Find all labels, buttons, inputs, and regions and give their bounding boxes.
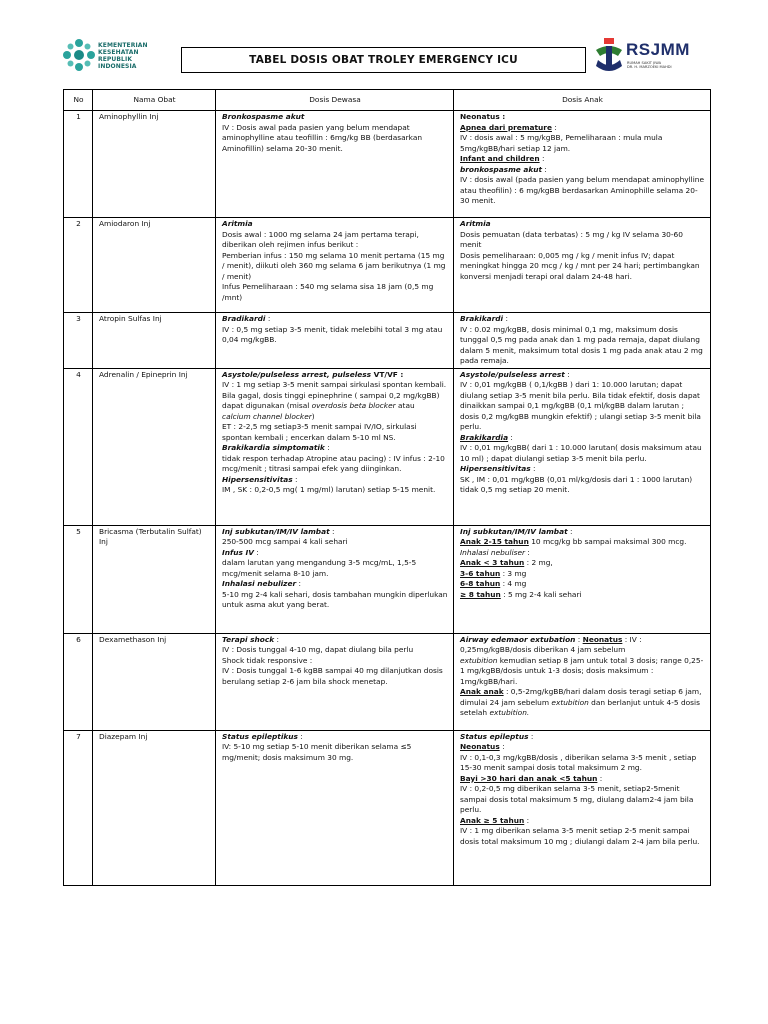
dose-line xyxy=(222,558,448,579)
dose-text: : xyxy=(265,314,271,323)
dose-text: : xyxy=(296,579,301,588)
dose-text: Aritmia xyxy=(460,219,491,228)
dose-text: Infant and children xyxy=(460,154,540,163)
dose-line xyxy=(460,165,705,176)
dose-text: Bronkospasme akut xyxy=(222,112,305,121)
dose-text: dalam larutan yang mengandung 3-5 mcg/mL, 1,5-5 mcg/menit selama 8-10 jam. xyxy=(222,558,417,578)
dose-line xyxy=(460,784,705,816)
cell-dosis-anak xyxy=(454,368,711,525)
dose-text: Infus IV xyxy=(222,547,254,557)
cell-nama-obat: Bricasma (Terbutalin Sulfat) Inj xyxy=(93,525,216,633)
cell-nama-obat: Diazepam Inj xyxy=(93,730,216,885)
dose-line xyxy=(460,475,705,496)
dose-line xyxy=(222,230,448,251)
rsjmm-logo-subtext: RUMAH SAKIT JIWA DR. H. MARZOEKI MAHDI xyxy=(627,61,672,69)
dose-text: Dosis awal : 1000 mg selama 24 jam pertama terapi, diberikan oleh rejimen infus berikut : xyxy=(222,229,419,249)
dose-text: : 5 mg 2-4 kali sehari xyxy=(500,589,582,599)
dose-text: IV : 0,1-0,3 mg/kgBB/dosis , diberikan selama 3-5 menit , setiap 15-30 menit sampai dosis total maksimum 2 mg. xyxy=(460,752,697,772)
dose-text: Inhalasi nebulizer xyxy=(222,579,297,588)
dose-text: : xyxy=(524,815,530,825)
dose-text: : IV : 0,25mg/kgBB/dosis diberikan 4 jam sebelum xyxy=(460,634,642,654)
cell-dosis-anak xyxy=(454,218,711,313)
dose-text: overdosis beta blocker xyxy=(311,401,396,410)
dose-line xyxy=(460,380,705,433)
table-row xyxy=(64,633,711,730)
dose-text: : xyxy=(525,547,530,557)
dose-text: Brakikardia simptomatik xyxy=(222,443,325,452)
dose-line xyxy=(460,154,705,165)
dose-line xyxy=(460,826,705,847)
dose-line xyxy=(460,656,705,688)
dose-line xyxy=(222,370,448,381)
dose-text: atau xyxy=(395,401,415,410)
dose-text: IV : Dosis tunggal 1-6 kgBB sampai 40 mg dilanjutkan dosis berulang setiap 2-6 jam bila shock menetap. xyxy=(222,666,443,686)
dose-text: Asystole/pulseless arrest xyxy=(460,369,565,379)
dose-line xyxy=(222,412,448,423)
dose-text: calcium channel blocker xyxy=(222,411,312,421)
dose-text: SK , IM : 0,01 mg/kgBB (0,01 ml/kg/dosis dari 1 : 1000 larutan) tidak 0,5 mg setiap 20 menit. xyxy=(460,474,693,494)
dose-line xyxy=(460,732,705,743)
dose-line xyxy=(460,753,705,774)
table-row xyxy=(64,313,711,369)
dose-text: : xyxy=(253,547,259,557)
dose-line xyxy=(460,579,705,590)
dose-text: : xyxy=(324,443,330,452)
dose-line xyxy=(222,579,448,590)
rsjmm-logo-text: RSJMM xyxy=(626,40,690,59)
dose-text: Infus Pemeliharaan : 540 mg selama sisa 18 jam (0,5 mg /mnt) xyxy=(222,282,434,302)
dose-text: IV : 0,2-0,5 mg diberikan selama 3-5 menit, setiap2-5menit sampai dosis total maksimum 5 mg, diulang dalam2-4 jam bila perlu. xyxy=(460,784,694,814)
cell-dosis-dewasa xyxy=(216,525,454,633)
dose-line xyxy=(222,454,448,475)
dose-text: : 4 mg xyxy=(500,579,527,588)
dose-line xyxy=(460,433,705,444)
cell-dosis-anak xyxy=(454,525,711,633)
dose-text: : xyxy=(564,369,570,379)
cell-dosis-dewasa xyxy=(216,313,454,369)
header-no: No xyxy=(64,90,93,111)
dose-line xyxy=(222,380,448,412)
dose-line xyxy=(222,282,448,303)
dose-text: : xyxy=(528,731,534,741)
dose-line xyxy=(460,742,705,753)
dose-text: 5-10 mg 2-4 kali sehari, dosis tambahan mungkin diperlukan untuk asma akut yang berat. xyxy=(222,589,448,609)
dose-line xyxy=(222,123,448,155)
dose-line xyxy=(222,732,448,743)
dose-text: Aritmia xyxy=(222,219,253,228)
dose-text: IV : 1 mg setiap 3-5 menit sampai sirkulasi spontan kembali. Bila gagal, dosis tinggi epinephrine ( sampai 0,2 mg/kgBB) dapat digunakan (misal xyxy=(222,380,447,410)
dose-text: Dosis pemeliharaan: 0,005 mg / kg / menit infus IV; dapat meningkat hingga 20 mcg / kg / mnt per 24 hari; pertimbangkan konversi menjadi terapi oral dalam 24-48 hari. xyxy=(460,250,700,281)
dose-line xyxy=(460,527,705,538)
cell-dosis-dewasa xyxy=(216,730,454,885)
dose-text: : xyxy=(597,773,603,783)
dose-text: dan berlanjut untuk 4-5 dosis setelah xyxy=(460,697,700,717)
dose-text: Neonatus xyxy=(582,634,623,644)
dose-line xyxy=(460,133,705,154)
dose-text: ET : 2-2,5 mg setiap3-5 menit sampai IV/IO, sirkulasi spontan kembali ; encerkan dalam 5-10 ml NS. xyxy=(222,422,417,442)
dose-line xyxy=(222,590,448,611)
dose-text: : 0,5-2mg/kgBB/hari dalam dosis teragi setiap 6 jam, dimulai 24 jam sebelum xyxy=(460,687,702,707)
dose-text: extubition. xyxy=(489,708,530,717)
dose-text: Brakikardi xyxy=(460,314,504,323)
dose-line xyxy=(460,370,705,381)
dose-line xyxy=(222,645,448,656)
dose-line xyxy=(460,558,705,569)
dose-text: Neonatus : xyxy=(460,112,506,121)
dose-text: IV : dosis awal (pada pasien yang belum mendapat aminophylline atau theofilin) : 6 mg/kgBB berdasarkan Aminophille selama 20-30 menit. xyxy=(460,175,705,205)
dose-text: IV : 0.02 mg/kgBB, dosis minimal 0,1 mg, maksimum dosis tunggal 0,5 mg pada anak dan 1 mg pada remaja, dapat diulang dalam 5 menit, maksimum total dosis 1 mg pada anak atau 2 mg pada remaja. xyxy=(460,324,703,365)
dose-text: : xyxy=(567,526,573,536)
dose-text: Shock tidak responsive : xyxy=(222,655,313,665)
dose-text: : xyxy=(297,731,303,741)
header-nama-obat: Nama Obat xyxy=(93,90,216,111)
dose-line xyxy=(222,656,448,667)
document-title: TABEL DOSIS OBAT TROLEY EMERGENCY ICU xyxy=(181,47,586,73)
cell-no: 6 xyxy=(64,633,93,730)
dose-line xyxy=(460,569,705,580)
dose-line xyxy=(460,112,705,123)
table-row xyxy=(64,730,711,885)
dose-line xyxy=(222,635,448,646)
dose-text: Airway edemaor extubation xyxy=(460,634,576,644)
dose-text: Neonatus xyxy=(460,742,500,751)
dose-text: : xyxy=(499,742,505,751)
dose-text: Anak < 3 tahun xyxy=(460,558,525,567)
dose-text: Dosis pemuatan (data terbatas) : 5 mg / kg IV selama 30-60 menit xyxy=(460,229,683,249)
table-header-row xyxy=(64,90,711,111)
dose-line xyxy=(222,527,448,538)
cell-nama-obat: Amiodaron Inj xyxy=(93,218,216,313)
dose-line xyxy=(460,123,705,134)
dose-line xyxy=(460,590,705,601)
dose-line xyxy=(222,251,448,283)
table-row xyxy=(64,111,711,218)
table-row xyxy=(64,368,711,525)
cell-dosis-anak xyxy=(454,730,711,885)
dose-line xyxy=(222,314,448,325)
cell-no: 1 xyxy=(64,111,93,218)
dose-text: IV : 0,01 mg/kgBB( dari 1 : 10.000 larutan( dosis maksimum atau 10 ml) ; dapat diulangi setiap 3-5 menit bila perlu. xyxy=(460,443,702,463)
dose-text: : xyxy=(551,122,557,132)
dose-text: extubition xyxy=(460,655,498,665)
cell-dosis-dewasa xyxy=(216,633,454,730)
dose-text: : xyxy=(274,634,280,644)
cell-dosis-dewasa xyxy=(216,218,454,313)
table-row xyxy=(64,218,711,313)
dose-text: Terapi shock xyxy=(222,634,275,644)
cell-nama-obat: Aminophyllin Inj xyxy=(93,111,216,218)
dose-line xyxy=(460,687,705,719)
cell-nama-obat: Dexamethason Inj xyxy=(93,633,216,730)
dose-text: Hipersensitivitas xyxy=(460,464,531,473)
dose-text: Status epileptikus xyxy=(222,731,298,741)
dose-text: ≥ 8 tahun xyxy=(460,589,501,599)
dose-text: 6-8 tahun xyxy=(460,579,501,588)
dose-line xyxy=(222,443,448,454)
cell-dosis-dewasa xyxy=(216,368,454,525)
dose-text: Asystole/pulseless arrest, pulseless xyxy=(222,369,372,379)
dose-line xyxy=(222,219,448,230)
dose-text: : xyxy=(292,474,298,484)
cell-no: 3 xyxy=(64,313,93,369)
dose-line xyxy=(460,251,705,283)
dose-text: kemudian setiap 8 jam untuk total 3 dosis; range 0,25-1 mg/kgBB/dosis untuk 1-3 dosis; dosis maksimum : 1mg/kgBB/hari. xyxy=(460,655,704,686)
dose-text: Inhalasi nebuliser xyxy=(460,547,526,557)
dose-line xyxy=(460,314,705,325)
header-dosis-dewasa: Dosis Dewasa xyxy=(216,90,454,111)
dose-text: tidak respon terhadap Atropine atau pacing) : IV infus : 2-10 mcg/menit ; titrasi sampai efek yang diinginkan. xyxy=(222,453,445,473)
dosage-table xyxy=(63,89,711,886)
dose-line xyxy=(460,816,705,827)
dose-line xyxy=(222,537,448,548)
cell-dosis-anak xyxy=(454,313,711,369)
dose-text: Brakikardia xyxy=(460,432,509,442)
dose-text: : 2 mg, xyxy=(524,558,553,567)
dose-text: IV : dosis awal : 5 mg/kgBB, Pemeliharaan : mula mula 5mg/kgBB/hari setiap 12 jam. xyxy=(460,133,663,153)
dose-text: 3-6 tahun xyxy=(460,568,501,578)
dose-text: : xyxy=(542,164,547,174)
header-dosis-anak: Dosis Anak xyxy=(454,90,711,111)
dose-line xyxy=(460,230,705,251)
cell-nama-obat: Atropin Sulfas Inj xyxy=(93,313,216,369)
dose-text: IV : 0,01 mg/kgBB ( 0,1/kgBB ) dari 1: 10.000 larutan; dapat diulang setiap 3-5 menit bila perlu. Bila tidak efektif, dosis dapat dinaikkan sampai 0,1 mg/kgBB (0,1 ml/kgBB dalam larutan ; dosis 0,2 mg/kgBB mungkin efektif) ; ulangi setiap 3-5 menit bila perlu. xyxy=(460,380,701,431)
dose-text: Status epileptus xyxy=(460,731,529,741)
dose-text: 10 mcg/kg bb sampai maksimal 300 mcg. xyxy=(528,537,687,546)
dose-text: IV : 1 mg diberikan selama 3-5 menit setiap 2-5 menit sampai dosis total maksimum 10 mg ; diulangi dalam 2-4 jam bila perlu. xyxy=(460,826,700,846)
dose-text: Inj subkutan/IM/IV lambat xyxy=(222,526,330,536)
dose-text: ) xyxy=(311,411,315,421)
kemenkes-logo xyxy=(62,38,172,74)
dose-text: Anak ≥ 5 tahun xyxy=(460,815,525,825)
dose-line xyxy=(460,325,705,367)
dose-text: Bradikardi xyxy=(222,314,266,323)
dose-text: : xyxy=(530,464,536,473)
dose-line xyxy=(460,464,705,475)
dose-text: extubition xyxy=(551,697,589,707)
cell-no: 5 xyxy=(64,525,93,633)
cell-nama-obat: Adrenalin / Epineprin Inj xyxy=(93,368,216,525)
dose-text: Pemberian infus : 150 mg selama 10 menit pertama (15 mg / menit), diikuti oleh 360 mg selama 6 jam berikutnya (1 mg / menit) xyxy=(222,250,446,281)
kemenkes-logo-text: KEMENTERIAN KESEHATAN REPUBLIK INDONESIA xyxy=(98,42,148,70)
dose-text: 250-500 mcg sampai 4 kali sehari xyxy=(222,537,348,546)
dose-text: Inj subkutan/IM/IV lambat xyxy=(460,526,568,536)
dose-line xyxy=(460,774,705,785)
dose-text: IV: 5-10 mg setiap 5-10 menit diberikan selama ≤5 mg/menit; dosis maksimum 30 mg. xyxy=(222,742,412,762)
dose-text: bronkospasme akut xyxy=(460,164,543,174)
cell-no: 7 xyxy=(64,730,93,885)
dose-text: Apnea dari premature xyxy=(460,122,552,132)
dose-line xyxy=(460,443,705,464)
dose-line xyxy=(222,742,448,763)
dose-line xyxy=(460,548,705,559)
dose-text: Bayi >30 hari dan anak <5 tahun xyxy=(460,773,598,783)
cell-dosis-dewasa xyxy=(216,111,454,218)
dose-text: IV : Dosis tunggal 4-10 mg, dapat diulang bila perlu xyxy=(222,645,414,654)
dose-line xyxy=(460,635,705,656)
dose-text: IV : 0,5 mg setiap 3-5 menit, tidak melebihi total 3 mg atau 0,04 mg/kgBB. xyxy=(222,324,443,344)
dose-text: VT/VF : xyxy=(371,369,404,379)
cell-dosis-anak xyxy=(454,111,711,218)
dose-text: : xyxy=(329,526,335,536)
rsjmm-logo xyxy=(592,36,710,76)
cell-dosis-anak xyxy=(454,633,711,730)
rsjmm-emblem-icon xyxy=(592,36,626,76)
dose-line xyxy=(222,475,448,486)
cell-no: 4 xyxy=(64,368,93,525)
dose-text: Anak anak xyxy=(460,687,504,696)
dose-line xyxy=(222,112,448,123)
dose-line xyxy=(460,537,705,548)
dose-text: : xyxy=(539,154,545,163)
dose-text: : xyxy=(503,314,508,323)
dose-text: Hipersensitivitas xyxy=(222,474,293,484)
dose-line xyxy=(222,325,448,346)
dose-text: : xyxy=(575,634,583,644)
dose-text: : 3 mg xyxy=(500,568,527,578)
dose-line xyxy=(222,548,448,559)
table-row xyxy=(64,525,711,633)
dose-line xyxy=(460,219,705,230)
dose-line xyxy=(222,485,448,496)
dose-line xyxy=(222,422,448,443)
dose-text: IV : Dosis awal pada pasien yang belum mendapat aminophylline atau teofillin : 6mg/kg BB (berdasarkan Aminofillin) selama 20-30 menit. xyxy=(222,122,423,153)
dose-text: Anak 2-15 tahun xyxy=(460,537,529,546)
dose-text: IM , SK : 0,2-0,5 mg( 1 mg/ml) larutan) setiap 5-15 menit. xyxy=(222,485,436,494)
dose-line xyxy=(222,666,448,687)
kemenkes-emblem-icon xyxy=(62,38,96,72)
dose-line xyxy=(460,175,705,207)
cell-no: 2 xyxy=(64,218,93,313)
dose-text: : xyxy=(508,432,513,442)
